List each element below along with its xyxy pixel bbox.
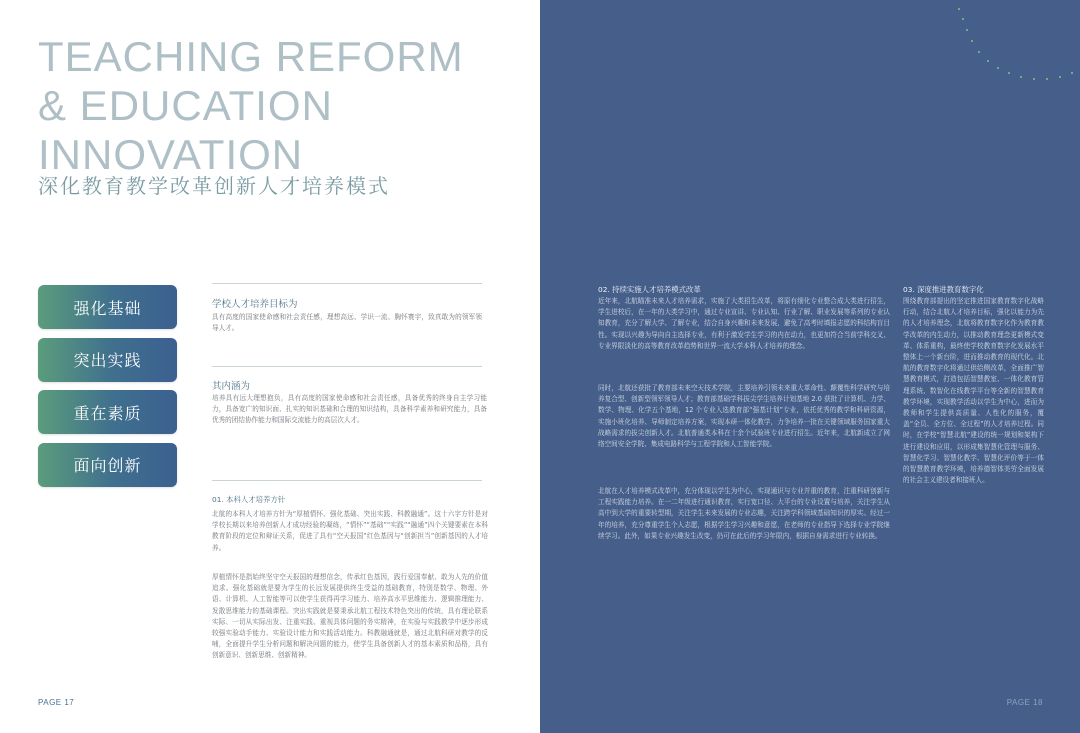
decorative-dot (971, 40, 973, 42)
principle-tag: 面向创新 (38, 443, 177, 487)
hero-subtitle: 深化教育教学改革创新人才培养模式 (38, 174, 390, 198)
decorative-dot (987, 60, 989, 62)
hero-title (38, 32, 518, 179)
principle-tag-list (38, 285, 177, 495)
decorative-dot (1046, 78, 1048, 80)
principle-tag: 重在素质 (38, 390, 177, 434)
connotation-text: 培养具有远大理想抱负，具有高度的国家使命感和社会责任感，具备优秀的终身自主学习能力，具备宽广的知识面、扎实的知识基础和合理的知识结构，具备科学素养和研究能力，具备优秀的团结协作能力和国际交流能力的高层次人才。 (212, 394, 487, 425)
section-3-heading: 03. 深度推进教育数字化 (903, 285, 984, 294)
decorative-dot (1071, 72, 1073, 74)
section-2-heading: 02. 持续实施人才培养模式改革 (598, 285, 701, 294)
goal-text: 具有高度的国家使命感和社会责任感，理想高远、学识一流、胸怀寰宇，致真敢为的领军领导人才。 (212, 313, 482, 333)
section-2-paragraph-1: 近年来，北航瞄准未来人才培养需求，实施了大类招生改革，将原有细化专业整合成大类进行招生，学生进校后，在一年的大类学习中，通过专业宣讲、专业认知、行业了解、职业发展等系列的专业认知教育，充分了解大学、了解专业，结合自身兴趣和未来发展，避免了高考时填报志愿的科结构盲目性。实现以兴趣为导向自主选择专业，有利于激发学生学习的内在动力，也更加符合当前学科交叉、专业界限淡化的高等教育改革趋势和世界一流大学本科人才培养的理念。 (598, 297, 890, 350)
decorative-dot (1033, 78, 1035, 80)
decorative-dot (997, 67, 999, 69)
right-page (540, 0, 1080, 733)
goal-heading: 学校人才培养目标为 (212, 299, 298, 310)
decorative-dot (1020, 76, 1022, 78)
divider (212, 366, 482, 367)
section-2-paragraph-2: 同时，北航还获批了教育部未来空天技术学院，主要培养引领未来重大革命性、颠覆性科学研究与培养复合型、创新型领军领导人才；教育部基础学科拔尖学生培养计划基地 2.0 获批了计算机、力学、数学、物理、化学五个基地，12 个专业入选教育部“强基计划”专业，依托优秀的教学和科研资源，实施小班化培养、导师制定培养方案，实现本研一体化教学，力争培养一批在关键领域服务国家重大战略需求的拔尖创新人才。北航普通类本科在十余个试验班专业进行招生。近年来，北航新成立了网络空间安全学院、集成电路科学与工程学院和人工智能学院。 (598, 384, 890, 449)
decorative-dot (978, 51, 980, 53)
section-2-paragraph-3: 北航在人才培养模式改革中，充分体现以学生为中心，实现通识与专业并重的教育，注重科研创新与工程实践能力培养。在一二年级进行通识教育，实行宽口径、大平台的专业设置与培养，关注学生从高中到大学的重要转型期，关注学生未来发展的专业志趣，关注跨学科领域基础知识的厚实。经过一年的培养，充分尊重学生个人志愿，根据学生学习兴趣和意愿，在老师的专业指导下选择专业学院继续学习。此外，如果专业兴趣发生改变，仍可在此后的学习年限内，根据自身需求进行专业转换。 (598, 487, 890, 540)
page-number: PAGE 17 (38, 698, 75, 707)
section-1-heading: 01. 本科人才培养方针 (212, 495, 286, 504)
decorative-dot (958, 8, 960, 10)
divider (212, 480, 482, 481)
section-1-paragraph-1: 北航的本科人才培养方针为“厚植情怀、强化基础、突出实践、科教融通”。这十六字方针是对学校长期以来培养创新人才成功经验的凝练，“情怀”“基础”“实践”“融通”四个关键要素在本科教育阶段的定位和辩证关系，促进了具有“空天报国”红色基因与“创新担当”创新基因的人才培养。 (212, 510, 488, 552)
hero-title-line: INNOVATION (38, 131, 304, 178)
decorative-dot (1008, 72, 1010, 74)
page-number: PAGE 18 (1006, 698, 1043, 707)
decorative-dot (1059, 76, 1061, 78)
decorative-dot (962, 18, 964, 20)
connotation-heading: 其内涵为 (212, 381, 251, 392)
principle-tag: 突出实践 (38, 338, 177, 382)
section-3-paragraph: 围绕教育部提出的坚定推进国家教育数字化战略行动，结合北航人才培养目标，强化以能力为先的人才培养理念，北航将教育数字化作为教育教学改革的内生动力，以推动教育理念更新模式变革、体系重构，最终使学校教育数字化发展水平整体上一个新台阶，进而推动教育的现代化。北航的教育数字化将通过供给侧改革，全面推广智慧教育模式，打造包括智慧教室、一体化教育管理系统、数智化在线教学平台等全新的智慧教育教学环境，实现教学活动以学生为中心，进而为教师和学生提供高质量、人性化的服务，覆盖“全员、全方位、全过程”的人才培养过程。同时，在学校“智慧北航”建设的统一规划和架构下进行建设和应用，以形成集智慧化管理与服务、智慧化学习、智慧化教学、智慧化评价等于一体的智慧教育教学环境，培养德智体美劳全面发展的社会主义建设者和接班人。 (903, 297, 1044, 485)
decorative-dot (966, 29, 968, 31)
principle-tag: 强化基础 (38, 285, 177, 329)
hero-title-line: TEACHING REFORM (38, 33, 464, 80)
section-1-paragraph-2: 厚植情怀是指始终坚守空天报国的理想信念，传承红色基因，践行爱国奉献、敢为人先的价值追求。强化基础就是要为学生的长远发展提供终生受益的基础教育，特别是数学、物理、外语、计算机、人工智能等可以使学生获得再学习能力、培养高水平思维能力、逻辑推理能力、发散思维能力的基础课程。突出实践就是要秉承北航工程技术特色突出的传统，具有理论联系实际、一切从实际出发、注重实践、重视具体问题的务实精神，在实验与实践教学中逐步形成较强实验动手能力、实验设计能力和实践活动能力。科教融通就是，通过北航科研对教学的反哺，全面提升学生分析问题和解决问题的能力，使学生具备创新人才的基本素质和品格，具有创新意识、创新思维、创新精神。 (212, 573, 488, 660)
divider (212, 283, 482, 284)
hero-title-line: & EDUCATION (38, 82, 333, 129)
